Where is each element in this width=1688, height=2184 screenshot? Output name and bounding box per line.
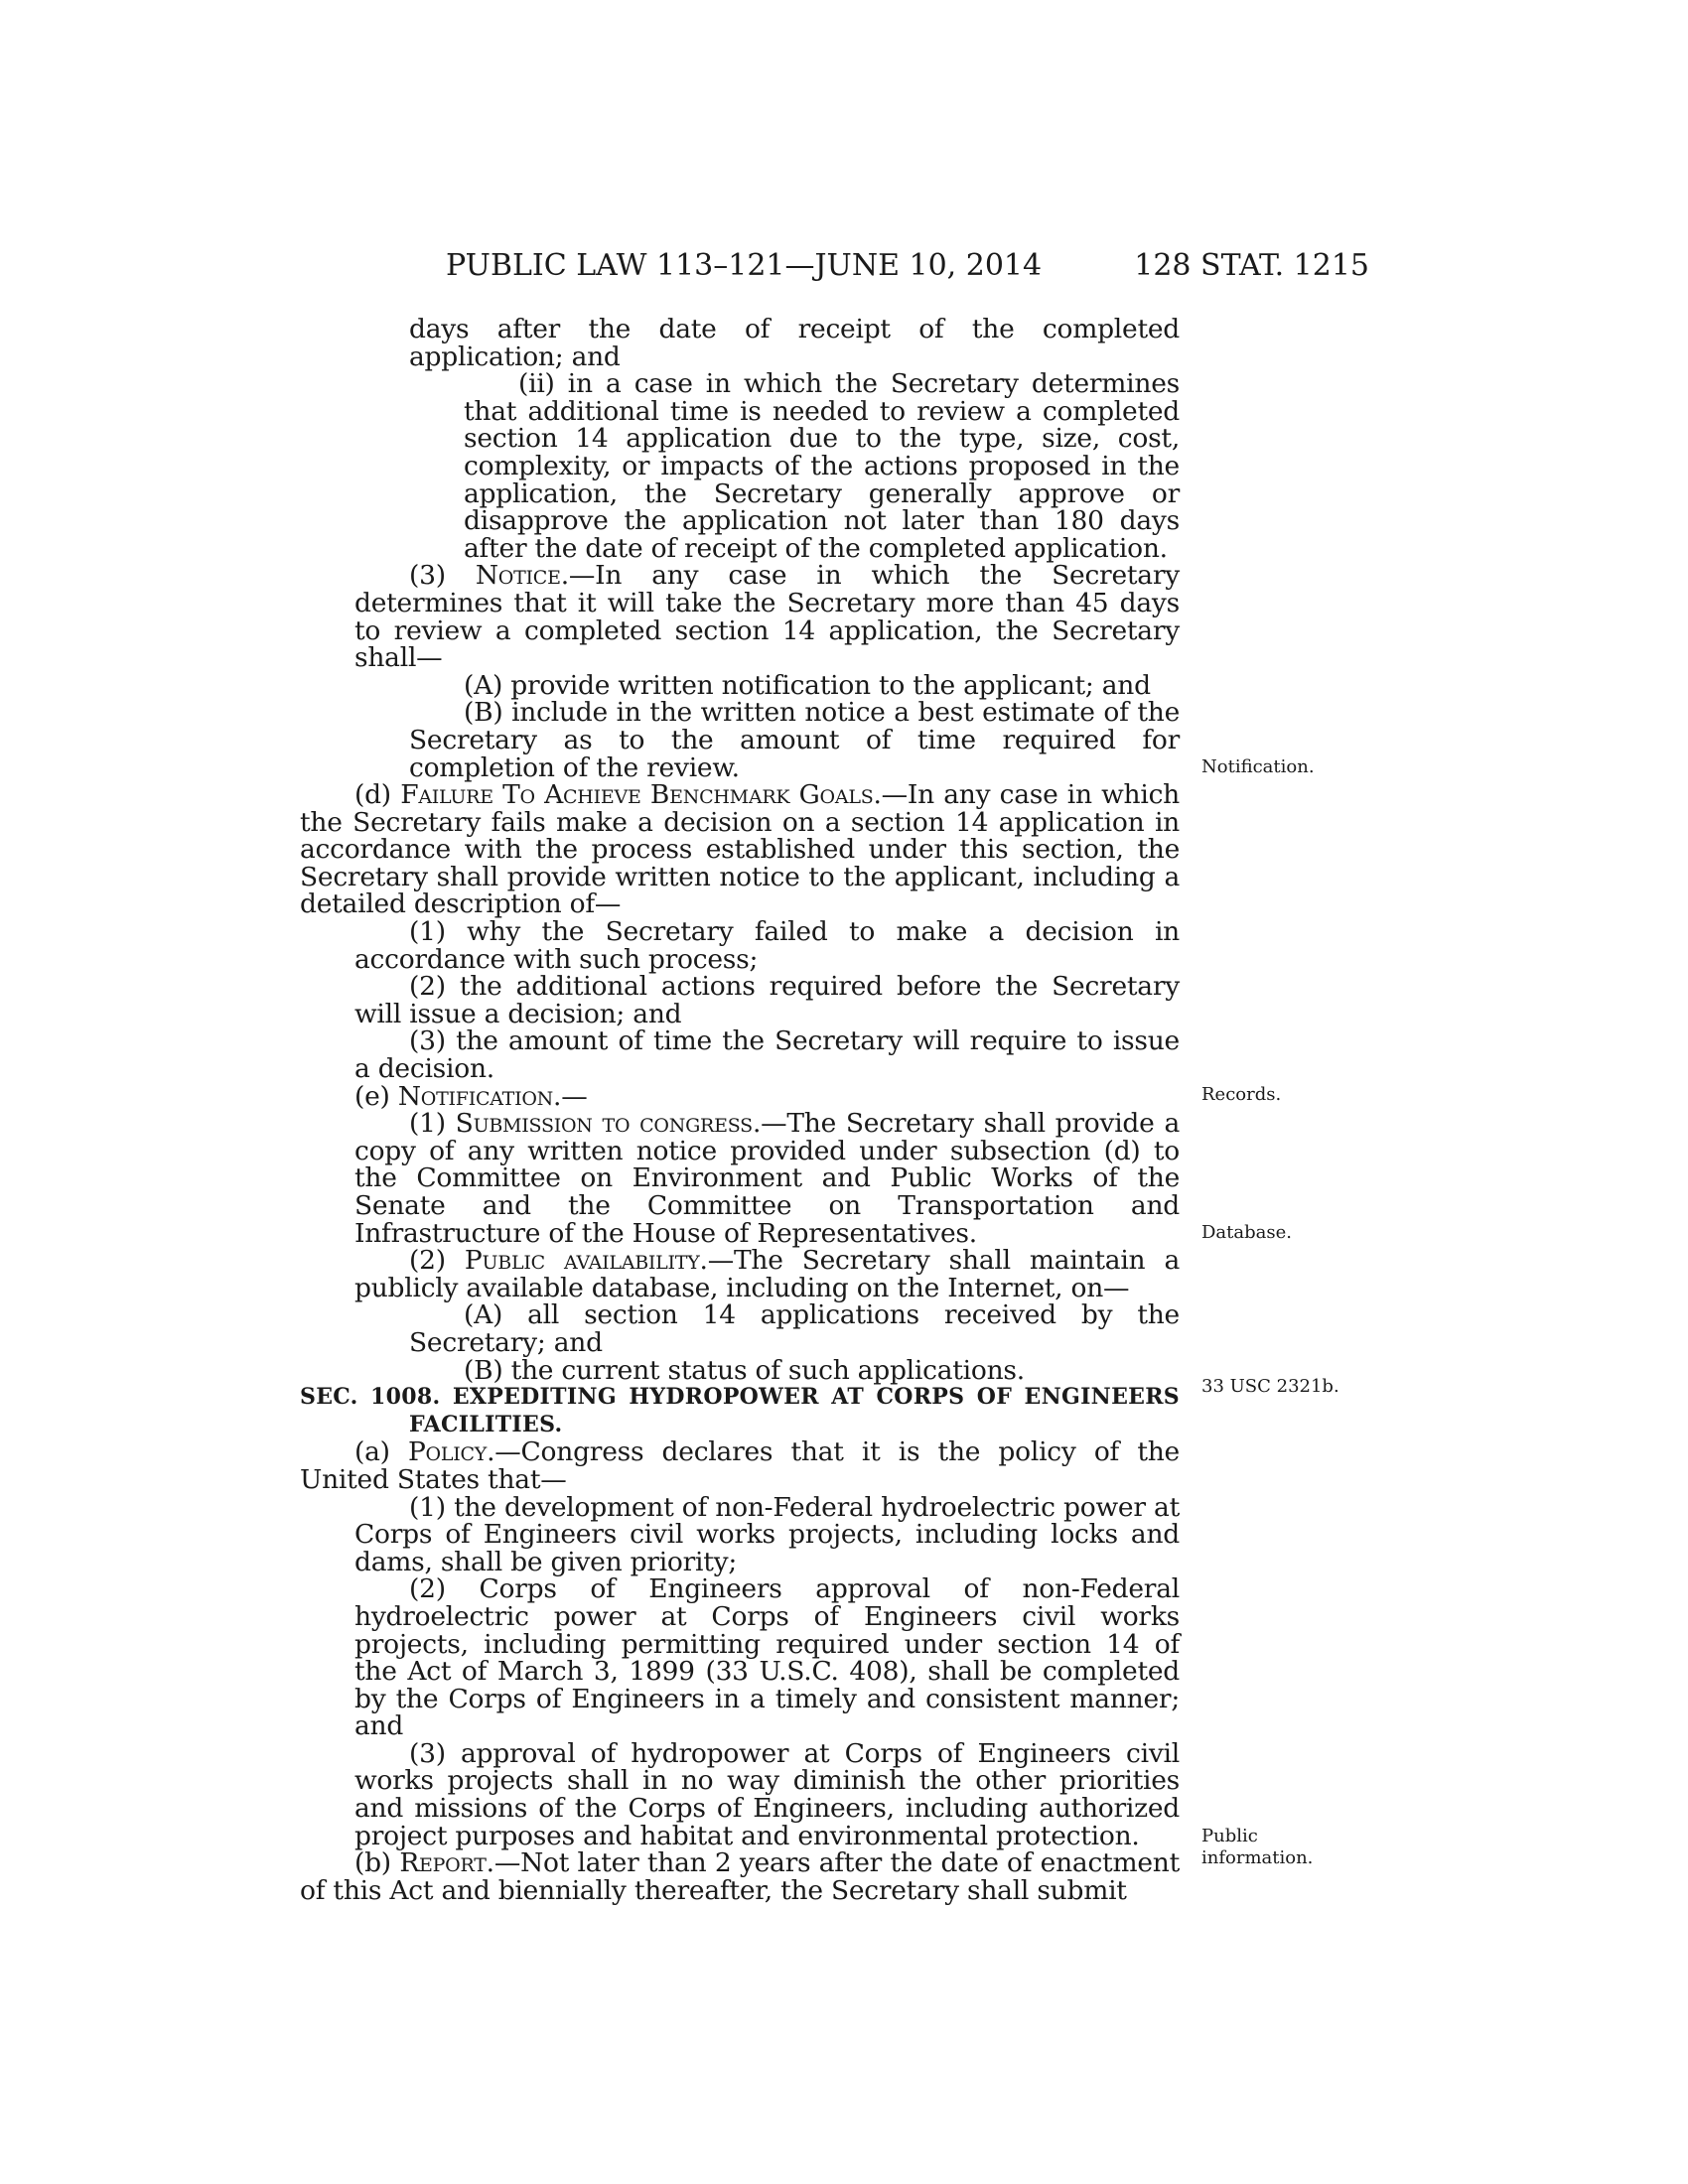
subparagraph-a: (A) provide written notification to the applicant; and bbox=[464, 669, 1151, 701]
subsection-heading: Notification bbox=[397, 1080, 554, 1112]
paragraph-public-availability: (2) Public availability.—The Secretary shall maintain a publicly available database, including on the Internet, on— bbox=[354, 1245, 1181, 1303]
section-heading: SEC. 1008. EXPEDITING HYDROPOWER AT CORPS OF ENGINEERS FACILITIES. bbox=[300, 1384, 1180, 1437]
paragraph-continuation: days after the date of receipt of the completed application; and bbox=[409, 314, 1180, 372]
subsection-a: (a) Policy.—Congress declares that it is the policy of the United States that— bbox=[300, 1436, 1180, 1495]
subsection-d: (d) Failure To Achieve Benchmark Goals.—In any case in which the Secretary fails make a decision on a section 14 application in accordance with the process established under this section, the Secretary shall provide written notice to the applicant, including a detailed description of— bbox=[300, 779, 1180, 920]
subsection-e: (e) Notification.— bbox=[354, 1080, 588, 1112]
subsection-b: (b) Report.—Not later than 2 years after the date of enactment of this Act and biennially thereafter, the Secretary shall submit bbox=[300, 1847, 1180, 1906]
margin-note-database: Database. bbox=[1201, 1222, 1292, 1243]
statute-body bbox=[300, 316, 1180, 1904]
page-header bbox=[446, 246, 1369, 286]
paragraph-3: (3) the amount of time the Secretary will require to issue a decision. bbox=[354, 1025, 1180, 1085]
subparagraph-a: (A) all section 14 applications received by the Secretary; and bbox=[409, 1299, 1180, 1358]
clause-ii: (ii) in a case in which the Secretary determines that additional time is needed to review a completed section 14 application due to the type, size, cost, complexity, or impacts of the actions proposed in the application, the Secretary generally approve or disapprove the application not later than 180 days after the date of receipt of the completed application. bbox=[464, 368, 1180, 564]
paragraph-heading: Submission to congress bbox=[455, 1108, 753, 1140]
margin-note-public-information: Public information. bbox=[1201, 1826, 1314, 1868]
statute-page-number: 128 STAT. 1215 bbox=[1134, 248, 1369, 283]
margin-note-notification: Notification. bbox=[1201, 756, 1315, 777]
paragraph-2: (2) the additional actions required before the Secretary will issue a decision; and bbox=[354, 971, 1180, 1029]
paragraph-submission: (1) Submission to congress.—The Secretary shall provide a copy of any written notice provided under subsection (d) to the Committee on Environment and Public Works of the Senate and the Committee on Transportation and Infrastructure of the House of Representatives. bbox=[354, 1108, 1180, 1249]
margin-note-usc: 33 USC 2321b. bbox=[1201, 1376, 1339, 1397]
paragraph-heading: Public availability bbox=[464, 1245, 700, 1277]
paragraph-1: (1) the development of non-Federal hydroelectric power at Corps of Engineers civil works projects, including locks and dams, shall be given priority; bbox=[354, 1491, 1180, 1577]
subsection-heading: Failure To Achieve Benchmark Goals bbox=[400, 779, 874, 811]
margin-note-records: Records. bbox=[1201, 1084, 1282, 1105]
subparagraph-b: (B) the current status of such applications. bbox=[464, 1354, 1025, 1386]
paragraph-3: (3) approval of hydropower at Corps of Engineers civil works projects shall in no way diminish the other priorities and missions of the Corps of Engineers, including authorized project purposes and habitat and environmental protection. bbox=[354, 1737, 1180, 1851]
subsection-heading: Report bbox=[399, 1847, 487, 1879]
paragraph-2: (2) Corps of Engineers approval of non-Federal hydroelectric power at Corps of Engineers civil works projects, including permitting required under section 14 of the Act of March 3, 1899 (33 U.S.C. 408), shall be completed by the Corps of Engineers in a timely and consistent manner; and bbox=[354, 1573, 1180, 1742]
paragraph-1: (1) why the Secretary failed to make a decision in accordance with such process; bbox=[354, 916, 1180, 975]
subsection-heading: Policy bbox=[407, 1436, 488, 1468]
subparagraph-b: (B) include in the written notice a best estimate of the Secretary as to the amount of time required for completion of the review. bbox=[409, 697, 1180, 783]
public-law-citation: PUBLIC LAW 113–121—JUNE 10, 2014 bbox=[446, 248, 1043, 283]
paragraph-heading: Notice bbox=[475, 560, 561, 592]
paragraph-notice: (3) Notice.—In any case in which the Secretary determines that it will take the Secretary more than 45 days to review a completed section 14 application, the Secretary shall— bbox=[354, 560, 1180, 674]
